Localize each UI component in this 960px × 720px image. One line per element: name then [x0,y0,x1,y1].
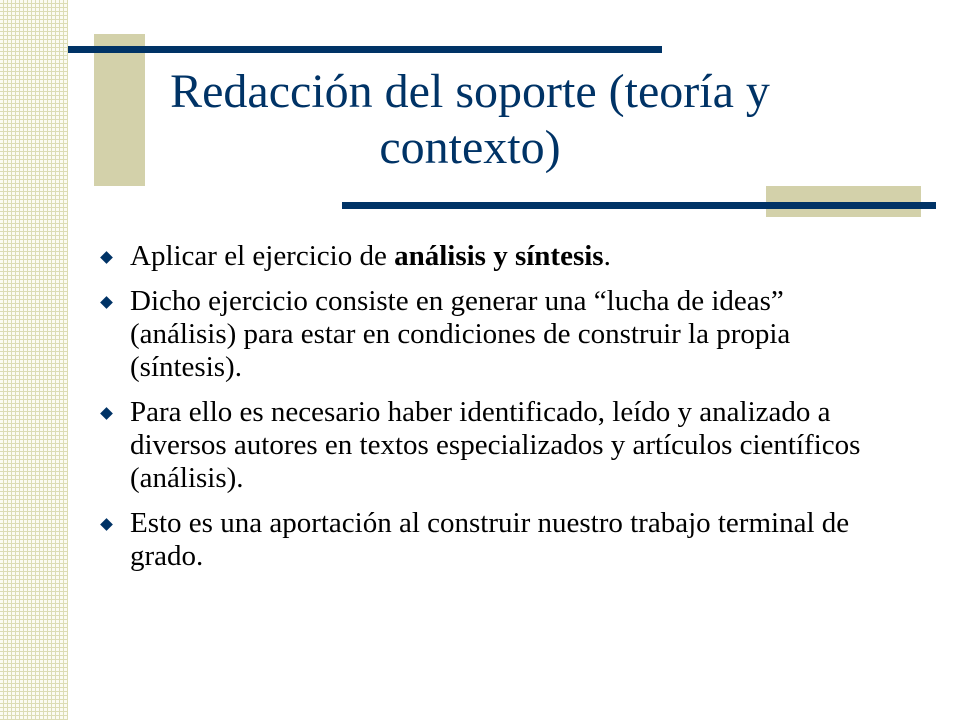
title-rule-top [68,46,662,53]
decorative-accent-block-left [94,34,145,186]
bullet-item-analisis-sintesis [98,240,878,273]
bullet-text: Esto es una aportación al construir nuestro trabajo terminal de grado. [130,507,850,572]
diamond-bullet-icon [100,296,113,309]
bullet-text-suffix: . [603,240,611,272]
diamond-bullet-icon [100,518,113,531]
bullet-list [98,240,878,585]
title-rule-bottom [342,202,936,209]
slide-title: Redacción del soporte (teoría y contexto) [170,65,770,174]
bullet-item-autores [98,396,878,495]
diamond-bullet-icon [100,407,113,420]
bullet-item-lucha-de-ideas [98,285,878,384]
bullet-text-emphasis: análisis y síntesis [394,240,604,272]
bullet-text: Para ello es necesario haber identificado, leído y analizado a diversos autores en textos especializados y artículos científicos (análisis). [130,396,861,494]
bullet-text: Dicho ejercicio consiste en generar una “lucha de ideas” (análisis) para estar en condiciones de construir la propia (síntesis). [130,285,791,383]
bullet-text-prefix: Aplicar el ejercicio de [130,240,395,272]
bullet-item-aportacion [98,507,878,573]
decorative-stripe-panel [0,0,68,720]
diamond-bullet-icon [100,251,113,264]
